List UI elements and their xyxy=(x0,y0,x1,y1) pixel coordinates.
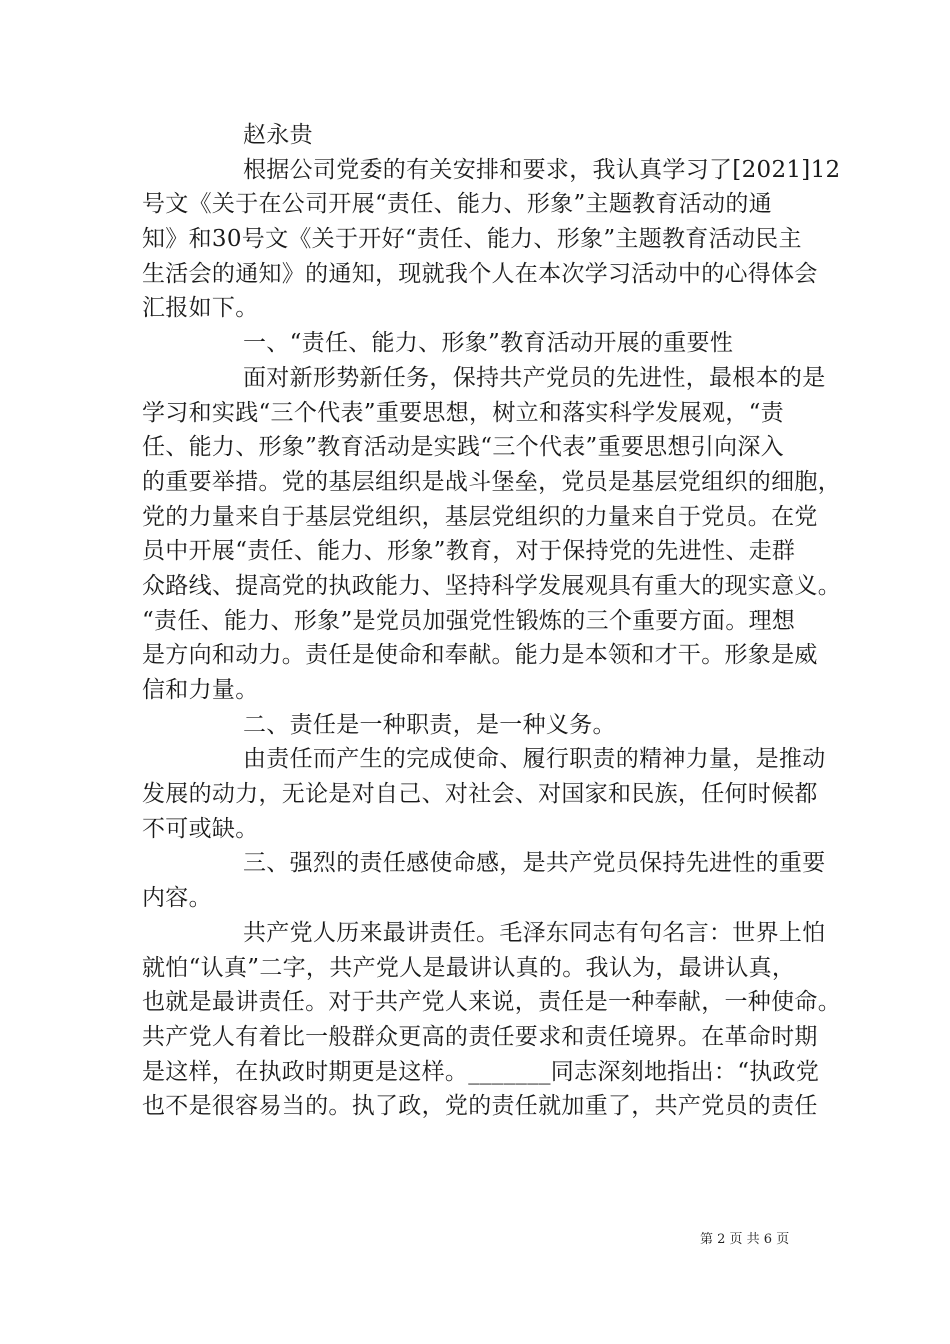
paragraph-line: 内容。 xyxy=(142,885,212,912)
paragraph-line: 也不是很容易当的。执了政，党的责任就加重了，共产党员的责任 xyxy=(142,1093,818,1120)
paragraph-line: 生活会的通知》的通知，现就我个人在本次学习活动中的心得体会 xyxy=(142,260,818,287)
paragraph-line: 号文《关于在公司开展“责任、能力、形象”主题教育活动的通 xyxy=(142,191,772,218)
paragraph-line: 是方向和动力。责任是使命和奉献。能力是本领和才干。形象是威 xyxy=(142,642,818,669)
paragraph-line: “责任、能力、形象”是党员加强党性锻炼的三个重要方面。理想 xyxy=(142,607,796,634)
paragraph-line: 任、能力、形象”教育活动是实践“三个代表”重要思想引向深入 xyxy=(142,434,784,461)
paragraph-line: 知》和30号文《关于开好“责任、能力、形象”主题教育活动民主 xyxy=(142,226,802,253)
paragraph-line: 共产党人有着比一般群众更高的责任要求和责任境界。在革命时期 xyxy=(142,1023,818,1050)
author-name: 赵永贵 xyxy=(243,122,313,148)
paragraph-line: 发展的动力，无论是对自己、对社会、对国家和民族，任何时候都 xyxy=(142,781,818,808)
paragraph-line: 是这样，在执政时期更是这样。_______同志深刻地指出：“执政党 xyxy=(142,1058,820,1085)
paragraph-line: 汇报如下。 xyxy=(142,295,259,322)
paragraph-line: 根据公司党委的有关安排和要求，我认真学习了[2021]12 xyxy=(243,156,841,183)
paragraph-line: 信和力量。 xyxy=(142,677,259,703)
paragraph-line: 学习和实践“三个代表”重要思想，树立和落实科学发展观，“责 xyxy=(142,399,784,426)
paragraph-line: 由责任而产生的完成使命、履行职责的精神力量，是推动 xyxy=(243,746,826,773)
paragraph-line: 也就是最讲责任。对于共产党人来说，责任是一种奉献，一种使命。 xyxy=(142,989,841,1016)
document-body xyxy=(142,118,841,1124)
paragraph-line: 共产党人历来最讲责任。毛泽东同志有句名言：世界上怕 xyxy=(243,919,826,946)
paragraph-line: 就怕“认真”二字，共产党人是最讲认真的。我认为，最讲认真， xyxy=(142,954,796,981)
section-heading-3: 三、强烈的责任感使命感，是共产党员保持先进性的重要 xyxy=(243,850,826,877)
paragraph-line: 的重要举措。党的基层组织是战斗堡垒，党员是基层党组织的细胞， xyxy=(142,468,841,495)
paragraph-line: 众路线、提高党的执政能力、坚持科学发展观具有重大的现实意义。 xyxy=(142,572,841,599)
paragraph-line: 党的力量来自于基层党组织，基层党组织的力量来自于党员。在党 xyxy=(142,503,818,530)
page-number-footer: 第 2 页 共 6 页 xyxy=(700,1232,790,1247)
section-heading-2: 二、责任是一种职责，是一种义务。 xyxy=(243,711,616,738)
paragraph-line: 员中开展“责任、能力、形象”教育，对于保持党的先进性、走群 xyxy=(142,538,796,565)
paragraph-line: 不可或缺。 xyxy=(142,815,259,842)
paragraph-line: 面对新形势新任务，保持共产党员的先进性，最根本的是 xyxy=(243,364,826,391)
section-heading-1: 一、“责任、能力、形象”教育活动开展的重要性 xyxy=(243,330,734,357)
